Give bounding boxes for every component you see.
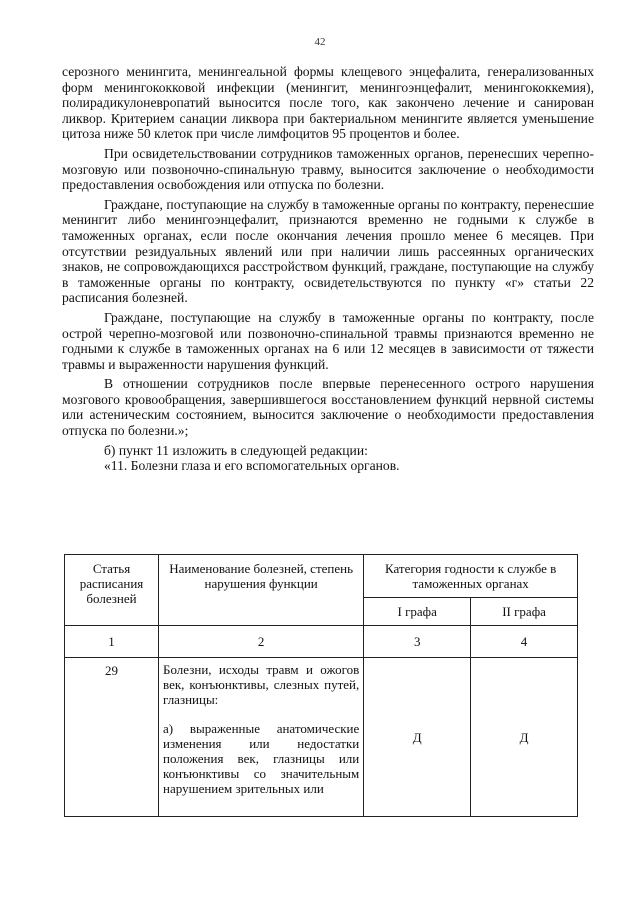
paragraph-7: «11. Болезни глаза и его вспомогательных органов.	[104, 458, 400, 474]
column-number: 2	[159, 626, 364, 658]
table-number-row	[65, 626, 578, 658]
table-header-row	[65, 555, 578, 598]
diseases-table	[64, 554, 578, 817]
column-number: 3	[364, 626, 471, 658]
column-number: 4	[471, 626, 578, 658]
header-name: Наименование болезней, степень нарушения функции	[159, 555, 364, 626]
paragraph-1: серозного менингита, менингеальной формы клещевого энцефалита, генерализованных форм менингококковой инфекции (менингит, менингоэнцефалит, менингококкемия), полирадикулоневропатий выносится после того, как закончено лечение и санирован ликвор. Критерием санации ликвора при бактериальном менингите является уменьшение цитоза ниже 50 клеток при числе лимфоцитов 95 процентов и более.	[62, 64, 594, 142]
paragraph-3: Граждане, поступающие на службу в таможенные органы по контракту, перенесшие менингит либо менингоэнцефалит, признаются временно не годными к службе в таможенных органах, если после окончания лечения прошло менее 6 месяцев. При отсутствии резидуальных явлений или при наличии лишь рассеянных органических знаков, не сопровождающихся расстройством функций, граждане, поступающие на службу в таможенные органы по контракту, освидетельствуются по пункту «г» статьи 22 расписания болезней.	[62, 196, 594, 306]
header-category: Категория годности к службе в таможенных органах	[364, 555, 578, 598]
row-description: Болезни, исходы травм и ожогов век, конъюнктивы, слезных путей, глазницы:	[163, 662, 360, 707]
paragraph-4: Граждане, поступающие на службу в таможенные органы по контракту, после острой черепно-мозговой или позвоночно-спинальной травмы признаются временно не годными к службе в таможенных органах на 6 или 12 месяцев в зависимости от тяжести травмы и выраженности нарушения функций.	[62, 309, 594, 372]
header-col1: I графа	[364, 598, 471, 626]
row-category-1: Д	[364, 658, 471, 817]
paragraph-2: При освидетельствовании сотрудников таможенных органов, перенесших черепно-мозговую или позвоночно-спинальную травму, выносится заключение о необходимости предоставления освобождения или отпуска по болезни.	[62, 145, 594, 193]
table-row	[65, 658, 578, 817]
row-description-cell	[159, 658, 364, 817]
page-number: 42	[314, 36, 326, 48]
header-article: Статья расписания болезней	[65, 555, 159, 626]
row-category-2: Д	[471, 658, 578, 817]
header-col2: II графа	[471, 598, 578, 626]
row-sub-item: а) выраженные анатомические изменения или недостатки положения век, глазницы или конъюнктивы со значительным нарушением зрительных или	[163, 721, 360, 796]
document-body	[62, 64, 594, 474]
column-number: 1	[65, 626, 159, 658]
paragraph-5: В отношении сотрудников после впервые перенесенного острого нарушения мозгового кровообращения, завершившегося восстановлением функций нервной системы или астеническим состоянием, выносится заключение о необходимости предоставления отпуска по болезни.»;	[62, 376, 594, 439]
paragraph-6: б) пункт 11 изложить в следующей редакции:	[104, 442, 368, 458]
row-article: 29	[65, 658, 159, 817]
